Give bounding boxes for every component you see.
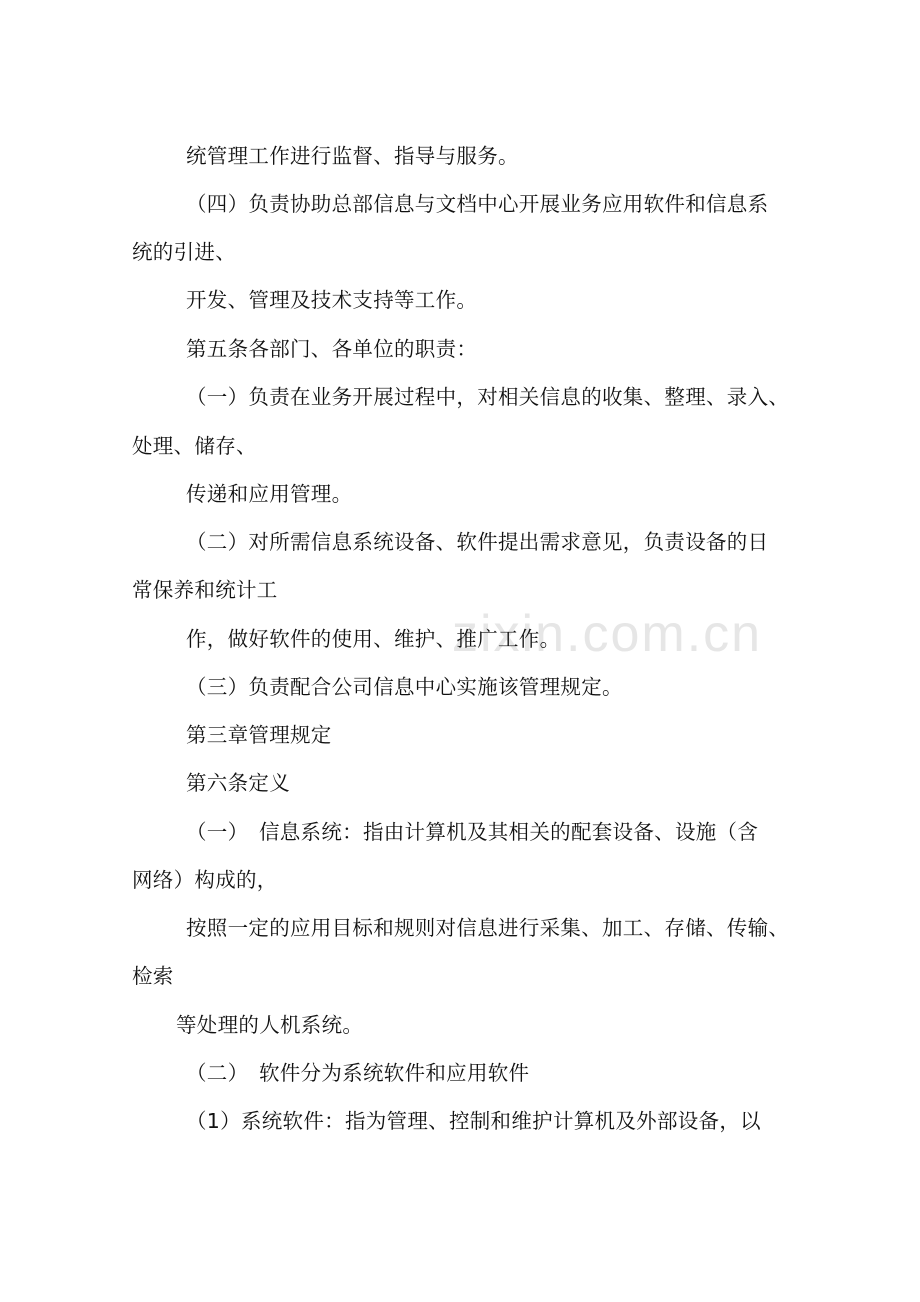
- watermark: zixin.com.cn: [452, 605, 763, 663]
- paragraph-line: （二） 软件分为系统软件和应用软件: [186, 1061, 530, 1085]
- paragraph-line: 传递和应用管理。: [186, 482, 353, 506]
- paragraph-line: 按照一定的应用目标和规则对信息进行采集、加工、存储、传输、: [186, 916, 790, 940]
- paragraph-line: 常保养和统计工: [132, 578, 278, 602]
- paragraph-line: （一）负责在业务开展过程中，对相关信息的收集、整理、录入、: [186, 385, 790, 409]
- paragraph-line: 开发、管理及技术支持等工作。: [186, 288, 478, 312]
- chapter-heading: 第三章管理规定: [186, 723, 332, 747]
- article-heading: 第五条各部门、各单位的职责：: [186, 337, 478, 361]
- paragraph-line: （二）对所需信息系统设备、软件提出需求意见，负责设备的日: [186, 530, 769, 554]
- paragraph-line: 检索: [132, 964, 174, 988]
- paragraph-line: 统管理工作进行监督、指导与服务。: [186, 144, 519, 168]
- paragraph-line: 网络）构成的，: [132, 868, 278, 892]
- paragraph-line: 作，做好软件的使用、维护、推广工作。: [186, 627, 561, 651]
- paragraph-line: 处理、储存、: [132, 434, 257, 458]
- paragraph-line: （三）负责配合公司信息中心实施该管理规定。: [186, 675, 623, 699]
- paragraph-line: 统的引进、: [132, 240, 236, 264]
- paragraph-line: （一） 信息系统：指由计算机及其相关的配套设备、设施（含: [186, 820, 759, 844]
- paragraph-line: （四）负责协助总部信息与文档中心开展业务应用软件和信息系: [186, 192, 769, 216]
- paragraph-line: 等处理的人机系统。: [176, 1013, 364, 1037]
- article-heading: 第六条定义: [186, 771, 290, 795]
- paragraph-line: （1）系统软件：指为管理、控制和维护计算机及外部设备，以: [186, 1109, 761, 1133]
